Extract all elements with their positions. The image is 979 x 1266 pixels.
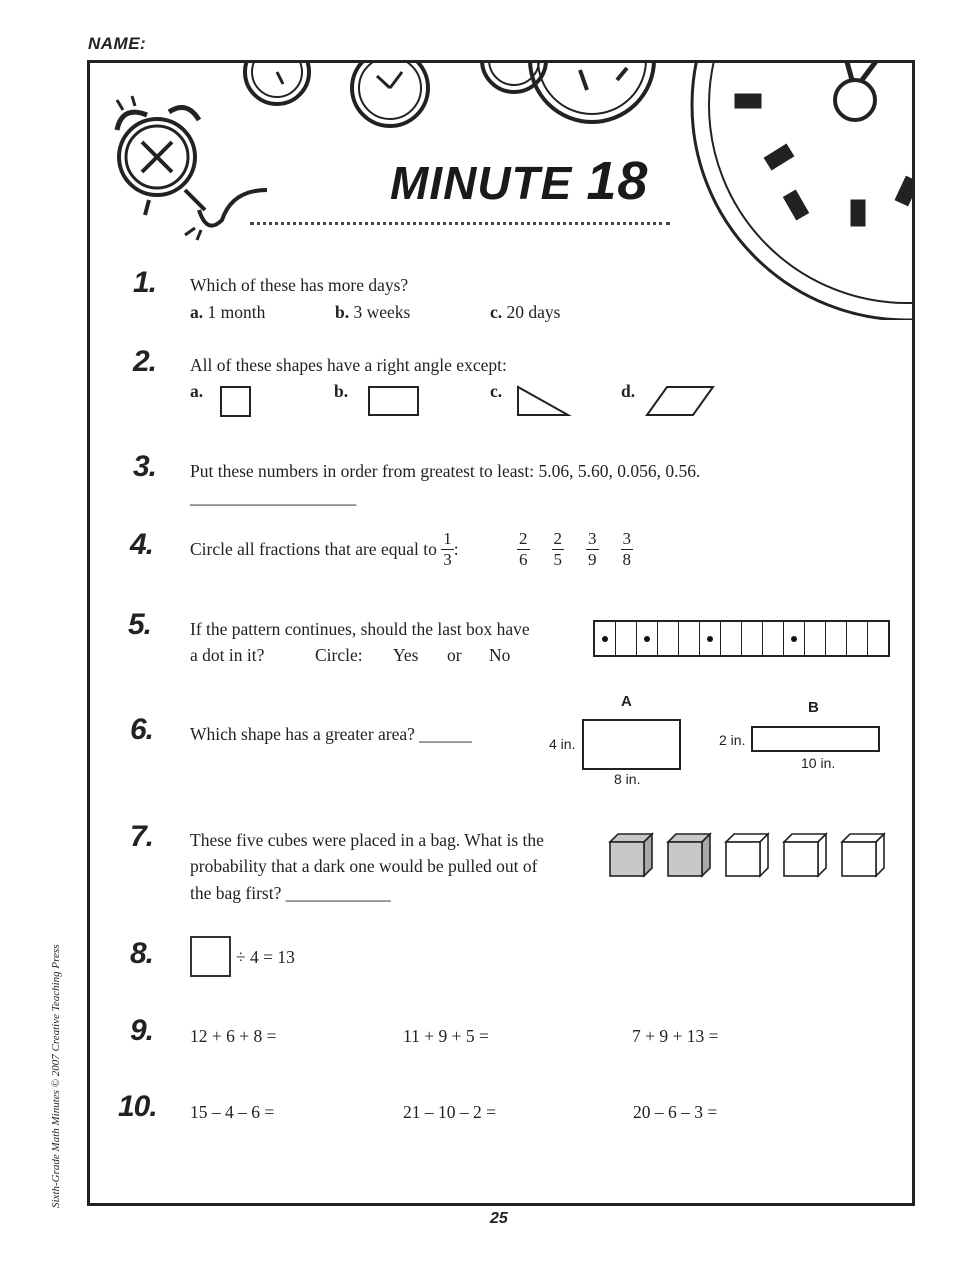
fraction-choice[interactable]: $\frac{3}{9}$	[588, 528, 597, 569]
shape-b-rectangle	[751, 726, 880, 752]
question-8-number: 8.	[130, 937, 154, 970]
question-9-problem-2: 11 + 9 + 5 =	[403, 1026, 489, 1046]
pattern-box	[616, 622, 637, 655]
pattern-dot	[644, 636, 650, 642]
question-9-number: 9.	[130, 1014, 154, 1047]
right-triangle-shape	[515, 384, 573, 418]
pattern-box	[721, 622, 742, 655]
yes-option[interactable]: Yes	[393, 645, 419, 665]
question-7-text-line2: probability that a dark one would be pulled out of	[190, 856, 538, 876]
answer-box[interactable]	[190, 936, 231, 977]
pattern-box	[826, 622, 847, 655]
question-7-text-line3: the bag first? ____________	[190, 883, 391, 903]
question-2-number: 2.	[133, 345, 157, 378]
title-number: 18	[586, 151, 649, 211]
cubes-row	[606, 832, 888, 882]
fraction-choice[interactable]: $\frac{2}{6}$	[519, 528, 528, 569]
dot-pattern-boxes	[593, 620, 890, 657]
title-word: MINUTE	[390, 157, 573, 209]
dark-cube-icon	[610, 834, 652, 876]
question-9-problem-3: 7 + 9 + 13 =	[632, 1026, 719, 1046]
page-number: 25	[490, 1210, 508, 1227]
shape-a-label: A	[621, 693, 632, 710]
name-label: NAME:	[88, 34, 147, 53]
title-divider	[250, 222, 670, 225]
shape-a-height: 4 in.	[549, 736, 576, 752]
question-8-equation: ÷ 4 = 13	[236, 947, 295, 967]
no-option[interactable]: No	[489, 645, 511, 665]
shape-b-label: B	[808, 699, 819, 716]
question-6-text: Which shape has a greater area? ______	[190, 724, 472, 744]
question-2-text: All of these shapes have a right angle except:	[190, 355, 507, 375]
parallelogram-shape	[643, 384, 717, 418]
question-7-number: 7.	[130, 820, 154, 853]
pattern-dot	[707, 636, 713, 642]
question-1-option-c: c. 20 days	[490, 302, 561, 322]
shape-b-width: 10 in.	[801, 755, 836, 771]
question-4-number: 4.	[130, 528, 154, 561]
question-2-option-b-letter: b.	[334, 381, 349, 401]
question-4-text: Circle all fractions that are equal to $\frac{1}{3}$ :	[190, 528, 459, 569]
pattern-box	[784, 622, 805, 655]
question-10-problem-3: 20 – 6 – 3 =	[633, 1102, 718, 1122]
question-2-option-a-letter: a.	[190, 381, 204, 401]
copyright-sidebar: Sixth-Grade Math Minutes © 2007 Creative Teaching Press	[50, 944, 62, 1208]
question-5-number: 5.	[128, 608, 152, 641]
pattern-box	[742, 622, 763, 655]
fraction-choice[interactable]: $\frac{3}{8}$	[622, 528, 631, 569]
shape-b-height: 2 in.	[719, 732, 746, 748]
light-cube-icon	[842, 834, 884, 876]
question-6-number: 6.	[130, 713, 154, 746]
or-label: or	[447, 645, 462, 665]
question-3-number: 3.	[133, 450, 157, 483]
dark-cube-icon	[668, 834, 710, 876]
pattern-box	[658, 622, 679, 655]
square-shape	[218, 384, 254, 418]
rectangle-shape	[366, 384, 422, 418]
light-cube-icon	[784, 834, 826, 876]
question-5-text-line2: a dot in it?	[190, 645, 265, 665]
pattern-box	[679, 622, 700, 655]
question-3-answer-line: ___________________	[190, 487, 357, 507]
question-10-number: 10.	[118, 1090, 157, 1123]
question-1-text: Which of these has more days?	[190, 275, 409, 295]
question-1-option-a: a. 1 month	[190, 302, 266, 322]
question-2-option-c-letter: c.	[490, 381, 503, 401]
shape-a-rectangle	[582, 719, 681, 770]
question-1-number: 1.	[133, 266, 157, 299]
question-3-text: Put these numbers in order from greatest to least: 5.06, 5.60, 0.056, 0.56.	[190, 461, 701, 481]
pattern-box	[847, 622, 868, 655]
question-5-text-line1: If the pattern continues, should the last box have	[190, 619, 530, 639]
question-7-text-line1: These five cubes were placed in a bag. What is the	[190, 830, 544, 850]
question-9-problem-1: 12 + 6 + 8 =	[190, 1026, 277, 1046]
pattern-dot	[602, 636, 608, 642]
question-2-option-d-letter: d.	[621, 381, 636, 401]
light-cube-icon	[726, 834, 768, 876]
pattern-box	[763, 622, 784, 655]
pattern-box	[700, 622, 721, 655]
fraction-choices	[517, 524, 633, 574]
shape-a-width: 8 in.	[614, 771, 641, 787]
pattern-box	[868, 622, 888, 655]
target-fraction: $\frac{1}{3}$	[443, 528, 452, 569]
pattern-box	[805, 622, 826, 655]
circle-label: Circle:	[315, 645, 363, 665]
pattern-box	[637, 622, 658, 655]
question-10-problem-2: 21 – 10 – 2 =	[403, 1102, 496, 1122]
question-1-option-b: b. 3 weeks	[335, 302, 411, 322]
question-10-problem-1: 15 – 4 – 6 =	[190, 1102, 275, 1122]
page-title	[390, 150, 648, 212]
fraction-choice[interactable]: $\frac{2}{5}$	[553, 528, 562, 569]
pattern-box	[595, 622, 616, 655]
pattern-dot	[791, 636, 797, 642]
